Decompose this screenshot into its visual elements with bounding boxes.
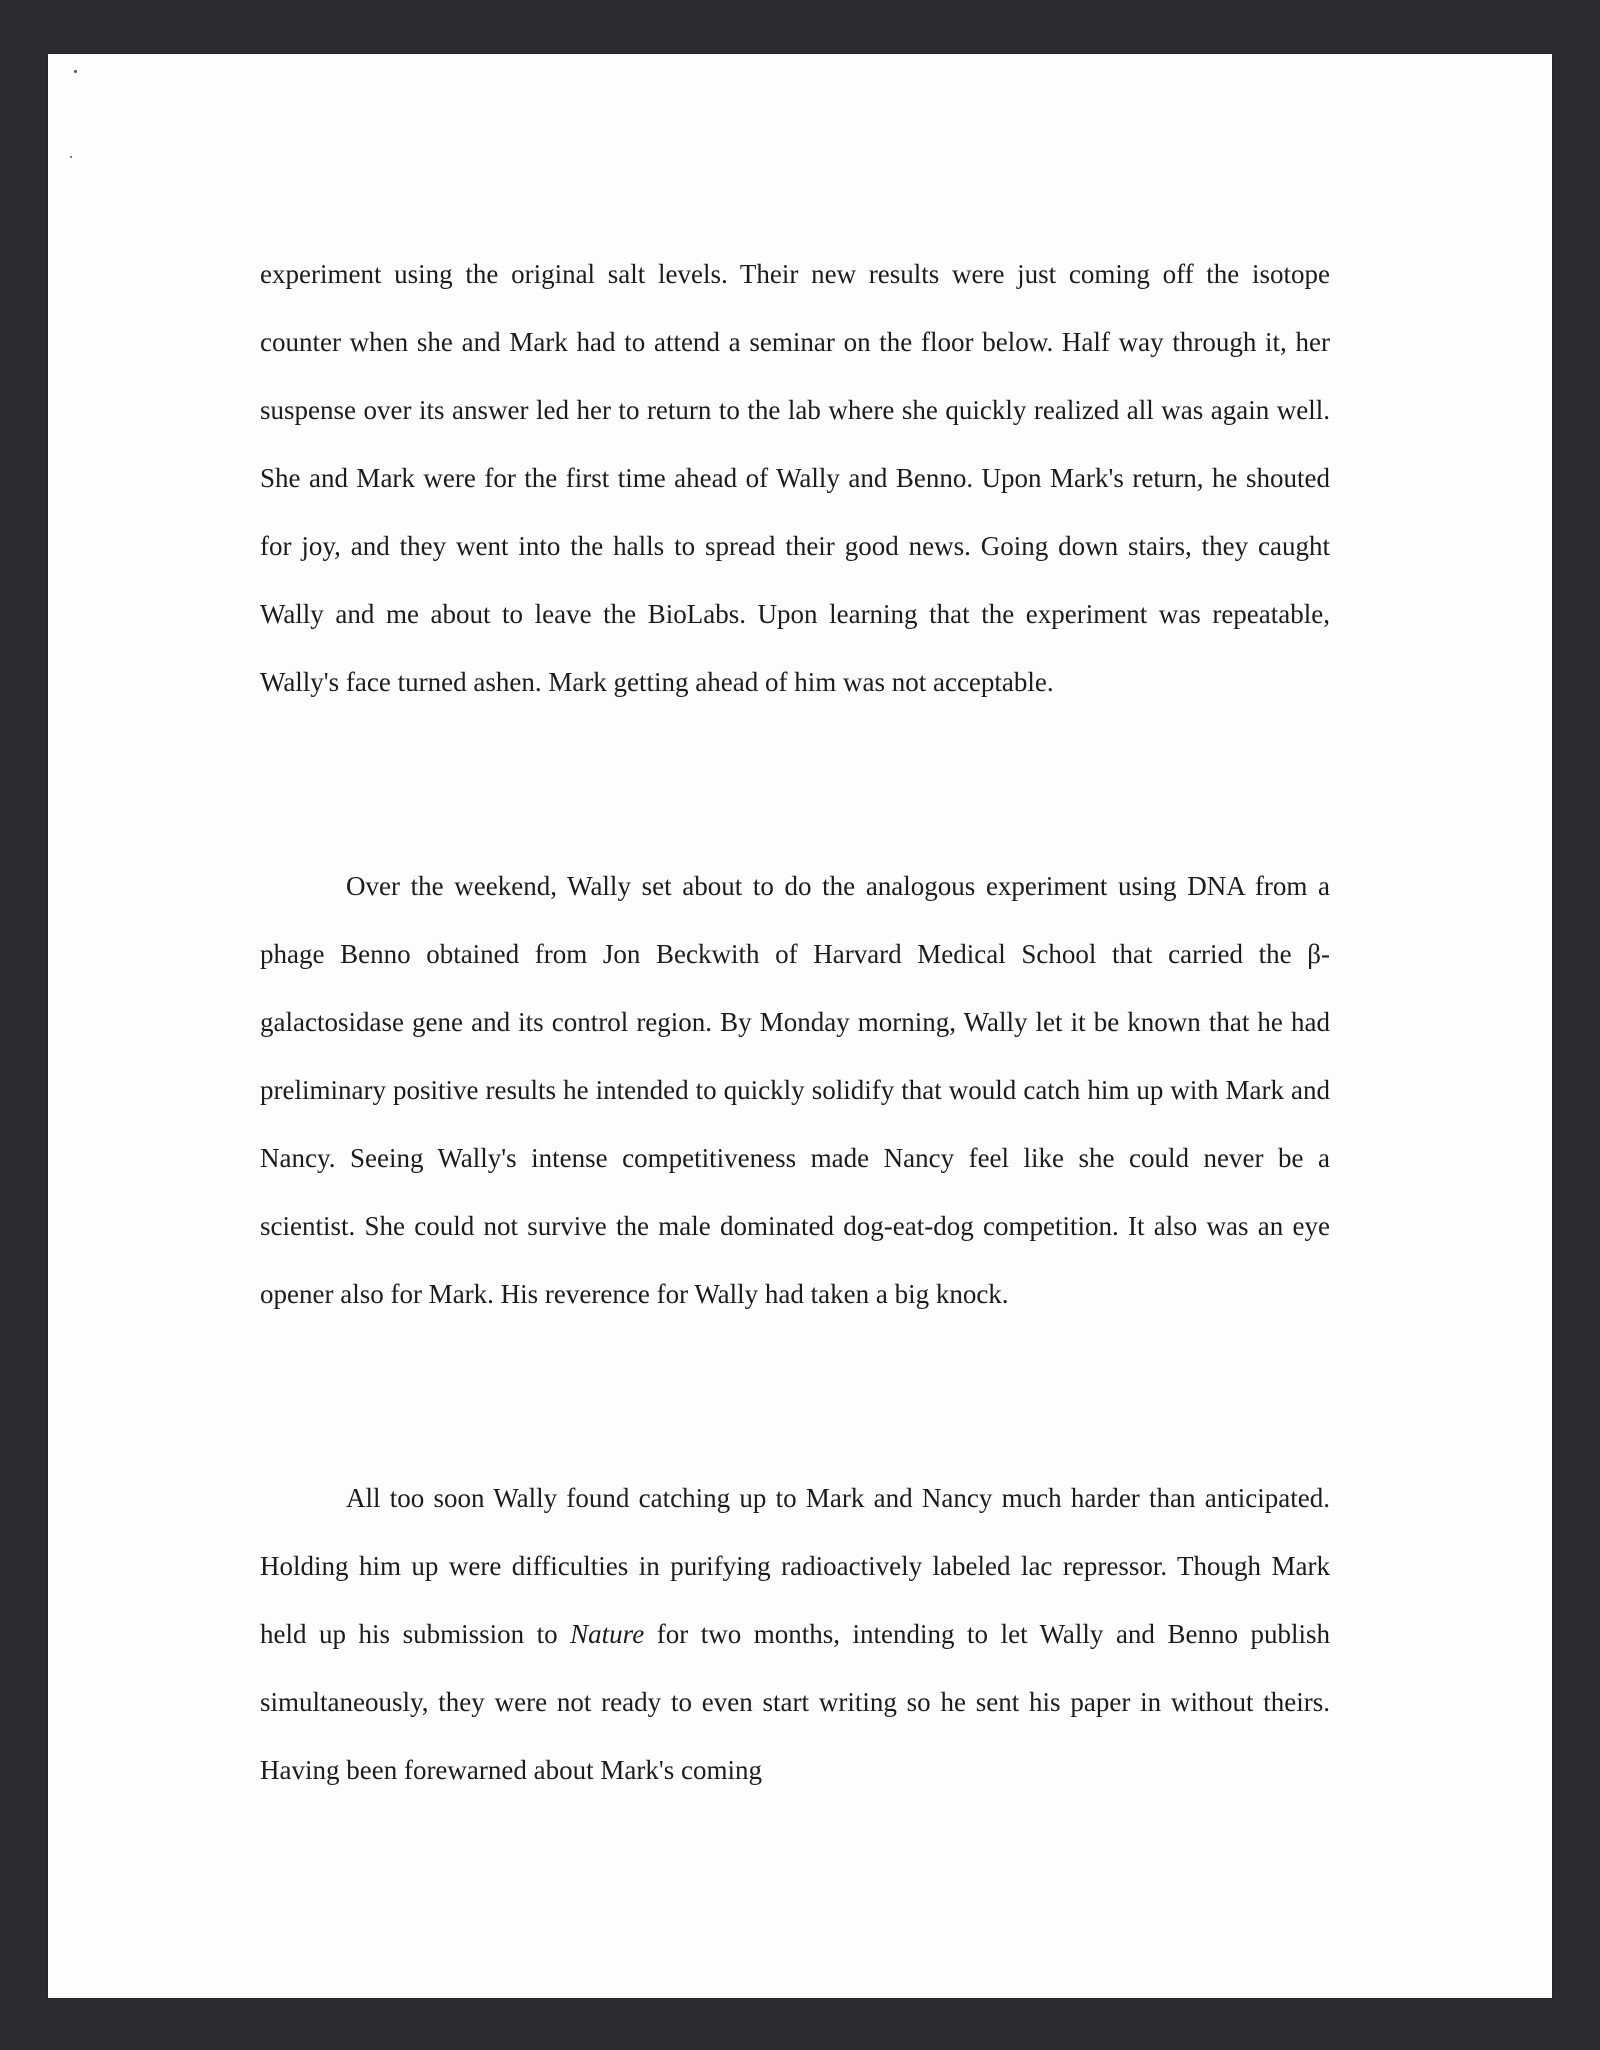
paragraph-1 <box>260 240 1330 716</box>
paragraph-segment: All too soon Wally found catching up to Mark and Nancy much harder than anticipated. Holding him up were difficulties in purifying radioactively labeled lac repressor. Though Mark held up his submission to <box>260 1483 1330 1649</box>
paragraph-segment: for two months, intending to let Wally and Benno publish simultaneously, they were not ready to even start writing so he sent his paper in without theirs. Having been forewarned about Mark's coming <box>260 1619 1330 1785</box>
page-speck <box>70 156 72 158</box>
paragraph-text <box>260 1464 1330 1804</box>
paragraph-3 <box>260 1464 1330 1804</box>
paragraph-text <box>260 240 1330 716</box>
paragraph-segment: experiment using the original salt levels. Their new results were just coming off the isotope counter when she and Mark had to attend a seminar on the floor below. Half way through it, her suspense over its answer led her to return to the lab where she quickly realized all was again well. She and Mark were for the first time ahead of Wally and Benno. Upon Mark's return, he shouted for joy, and they went into the halls to spread their good news. Going down stairs, they caught Wally and me about to leave the BioLabs. Upon learning that the experiment was repeatable, Wally's face turned ashen. Mark getting ahead of him was not acceptable. <box>260 259 1330 697</box>
paragraph-text <box>260 852 1330 1328</box>
document-page <box>48 54 1552 1998</box>
page-speck <box>74 70 77 73</box>
journal-title-italic: Nature <box>570 1619 645 1649</box>
paragraph-segment: Over the weekend, Wally set about to do the analogous experiment using DNA from a phage Benno obtained from Jon Beckwith of Harvard Medical School that carried the β-galactosidase gene and its control region. By Monday morning, Wally let it be known that he had preliminary positive results he intended to quickly solidify that would catch him up with Mark and Nancy. Seeing Wally's intense competitiveness made Nancy feel like she could never be a scientist. She could not survive the male dominated dog-eat-dog competition. It also was an eye opener also for Mark. His reverence for Wally had taken a big knock. <box>260 871 1330 1309</box>
paragraph-2 <box>260 852 1330 1328</box>
